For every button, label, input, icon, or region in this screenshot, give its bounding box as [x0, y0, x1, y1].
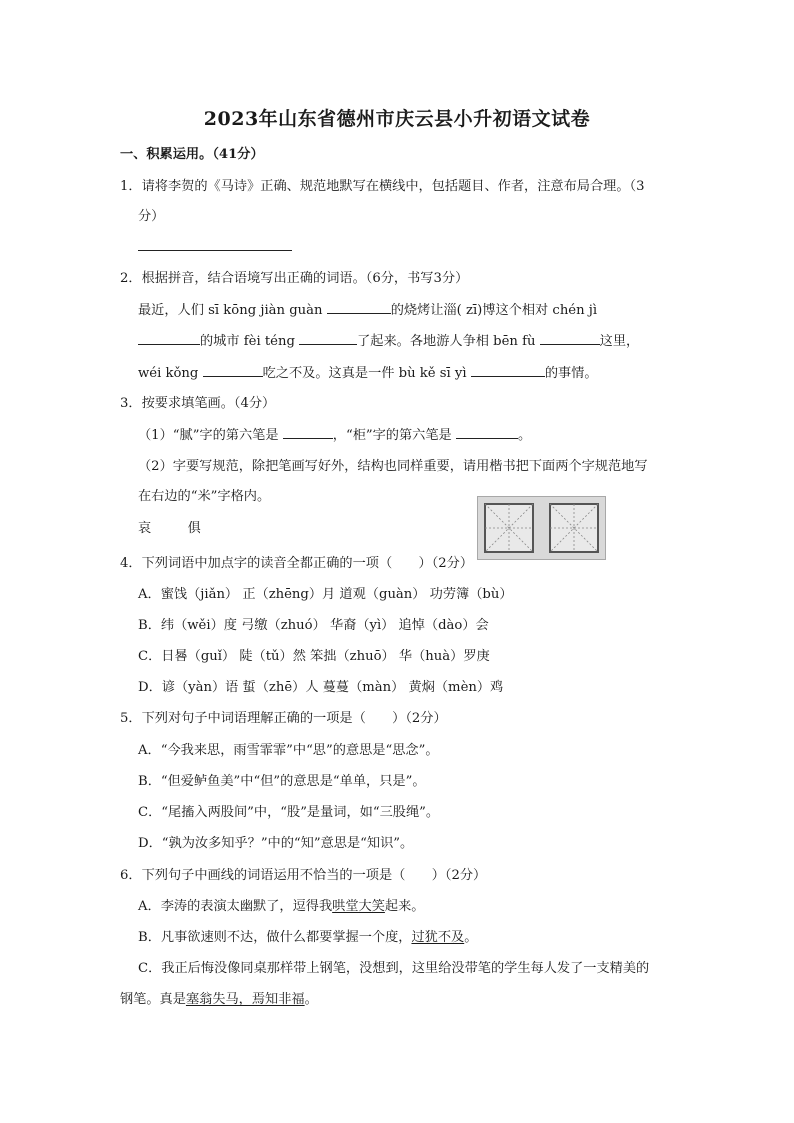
section-heading: 一、积累运用。（41分） [120, 147, 264, 162]
question-text: 的事情。 [544, 366, 598, 381]
question-text: 这里， [599, 334, 640, 349]
option-b[interactable] [138, 929, 477, 947]
option-text: B．凡事欲速则不达，做什么都要掌握一个度， [138, 930, 412, 945]
fill-blank[interactable] [327, 301, 391, 314]
sample-char: 哀 [138, 521, 152, 536]
option-b[interactable]: B．纬（wěi）度 弓缴（zhuó） 华裔（yì） 追悼（dào）会 [138, 618, 489, 633]
question-3-part2: （2）字要写规范，除把笔画写好外，结构也同样重要，请用楷书把下面两个字规范地写 [138, 459, 648, 474]
option-text: 钢笔。真是 [120, 992, 186, 1007]
question-text: 了起来。各地游人争相 bēn fù [357, 334, 536, 349]
option-d[interactable]: D．谚（yàn）语 蜇（zhē）人 蔓蔓（màn） 黄焖（mèn）鸡 [138, 680, 504, 695]
mi-grid-image [477, 496, 606, 560]
fill-blank[interactable] [471, 364, 545, 377]
question-1: 1．请将李贺的《马诗》正确、规范地默写在横线中，包括题目、作者，注意布局合理。（3 [120, 179, 645, 194]
question-text: ，“柜”字的第六笔是 [332, 428, 452, 443]
question-5: 5．下列对句子中词语理解正确的一项是（ ）（2分） [120, 711, 447, 726]
option-c[interactable]: C．日晷（guǐ） 陡（tǔ）然 笨拙（zhuō） 华（huà）罗庚 [138, 649, 490, 664]
fill-blank[interactable] [283, 426, 333, 439]
question-text: 的烧烤让淄( zī)博这个相对 chén jì [390, 303, 598, 318]
option-text: A．李涛的表演太幽默了，逗得我 [138, 899, 333, 914]
option-text: 。 [304, 992, 318, 1007]
fill-blank[interactable] [203, 364, 263, 377]
option-text: 。 [464, 930, 478, 945]
option-a[interactable]: A．“今我来思，雨雪霏霏”中“思”的意思是“思念”。 [138, 743, 439, 758]
question-4: 4．下列词语中加点字的读音全都正确的一项（ ）（2分） [120, 556, 474, 571]
option-a[interactable]: A．蜜饯（jiǎn） 正（zhēng）月 道观（guàn） 功劳簿（bù） [138, 587, 513, 602]
underlined-word: 塞翁失马，焉知非福 [185, 992, 305, 1007]
question-2-line [138, 332, 639, 351]
question-3: 3．按要求填笔画。（4分） [120, 396, 276, 411]
page-title: 2023年山东省德州市庆云县小升初语文试卷 [203, 108, 591, 130]
sample-characters [138, 520, 201, 538]
question-text: 吃之不及。这真是一件 bù kě sī yì [262, 366, 467, 381]
mi-grid-cell-2[interactable] [549, 503, 599, 553]
option-d[interactable]: D．“孰为汝多知乎？”中的“知”意思是“知识”。 [138, 836, 414, 851]
fill-blank[interactable] [138, 332, 200, 345]
option-c-cont[interactable] [120, 991, 318, 1009]
question-6: 6．下列句子中画线的词语运用不恰当的一项是（ ）（2分） [120, 868, 487, 883]
pinyin-text: wéi kǒng [138, 366, 199, 381]
option-c[interactable]: C．“尾搐入两股间”中，“股”是量词，如“三股绳”。 [138, 805, 440, 820]
mi-grid-cell-1[interactable] [484, 503, 534, 553]
pinyin-text: 的城市 fèi téng [200, 334, 295, 349]
fill-blank[interactable] [299, 332, 357, 345]
question-2-line [138, 301, 597, 320]
option-c[interactable]: C．我正后悔没像同桌那样带上钢笔，没想到，这里给没带笔的学生每人发了一支精美的 [138, 961, 650, 976]
fill-blank[interactable] [456, 426, 518, 439]
question-text: 。 [517, 428, 532, 443]
underlined-word: 哄堂大笑 [332, 899, 385, 914]
fill-blank[interactable] [540, 332, 600, 345]
pinyin-text: 最近，人们 sī kōng jiàn guàn [138, 303, 323, 318]
question-2: 2．根据拼音，结合语境写出正确的词语。（6分，书写3分） [120, 271, 469, 286]
option-a[interactable] [138, 898, 424, 916]
underlined-word: 过犹不及 [411, 930, 465, 945]
question-2-line [138, 364, 598, 383]
option-b[interactable]: B．“但爱鲈鱼美”中“但”的意思是“单单，只是”。 [138, 774, 426, 789]
sample-char: 俱 [187, 521, 201, 536]
question-3-part1 [138, 426, 531, 445]
option-text: 起来。 [384, 899, 425, 914]
answer-line[interactable] [138, 238, 292, 257]
question-3-part2-cont: 在右边的“米”字格内。 [138, 489, 271, 504]
question-1-cont: 分） [138, 209, 165, 224]
question-text: （1）“腻”字的第六笔是 [138, 428, 279, 443]
